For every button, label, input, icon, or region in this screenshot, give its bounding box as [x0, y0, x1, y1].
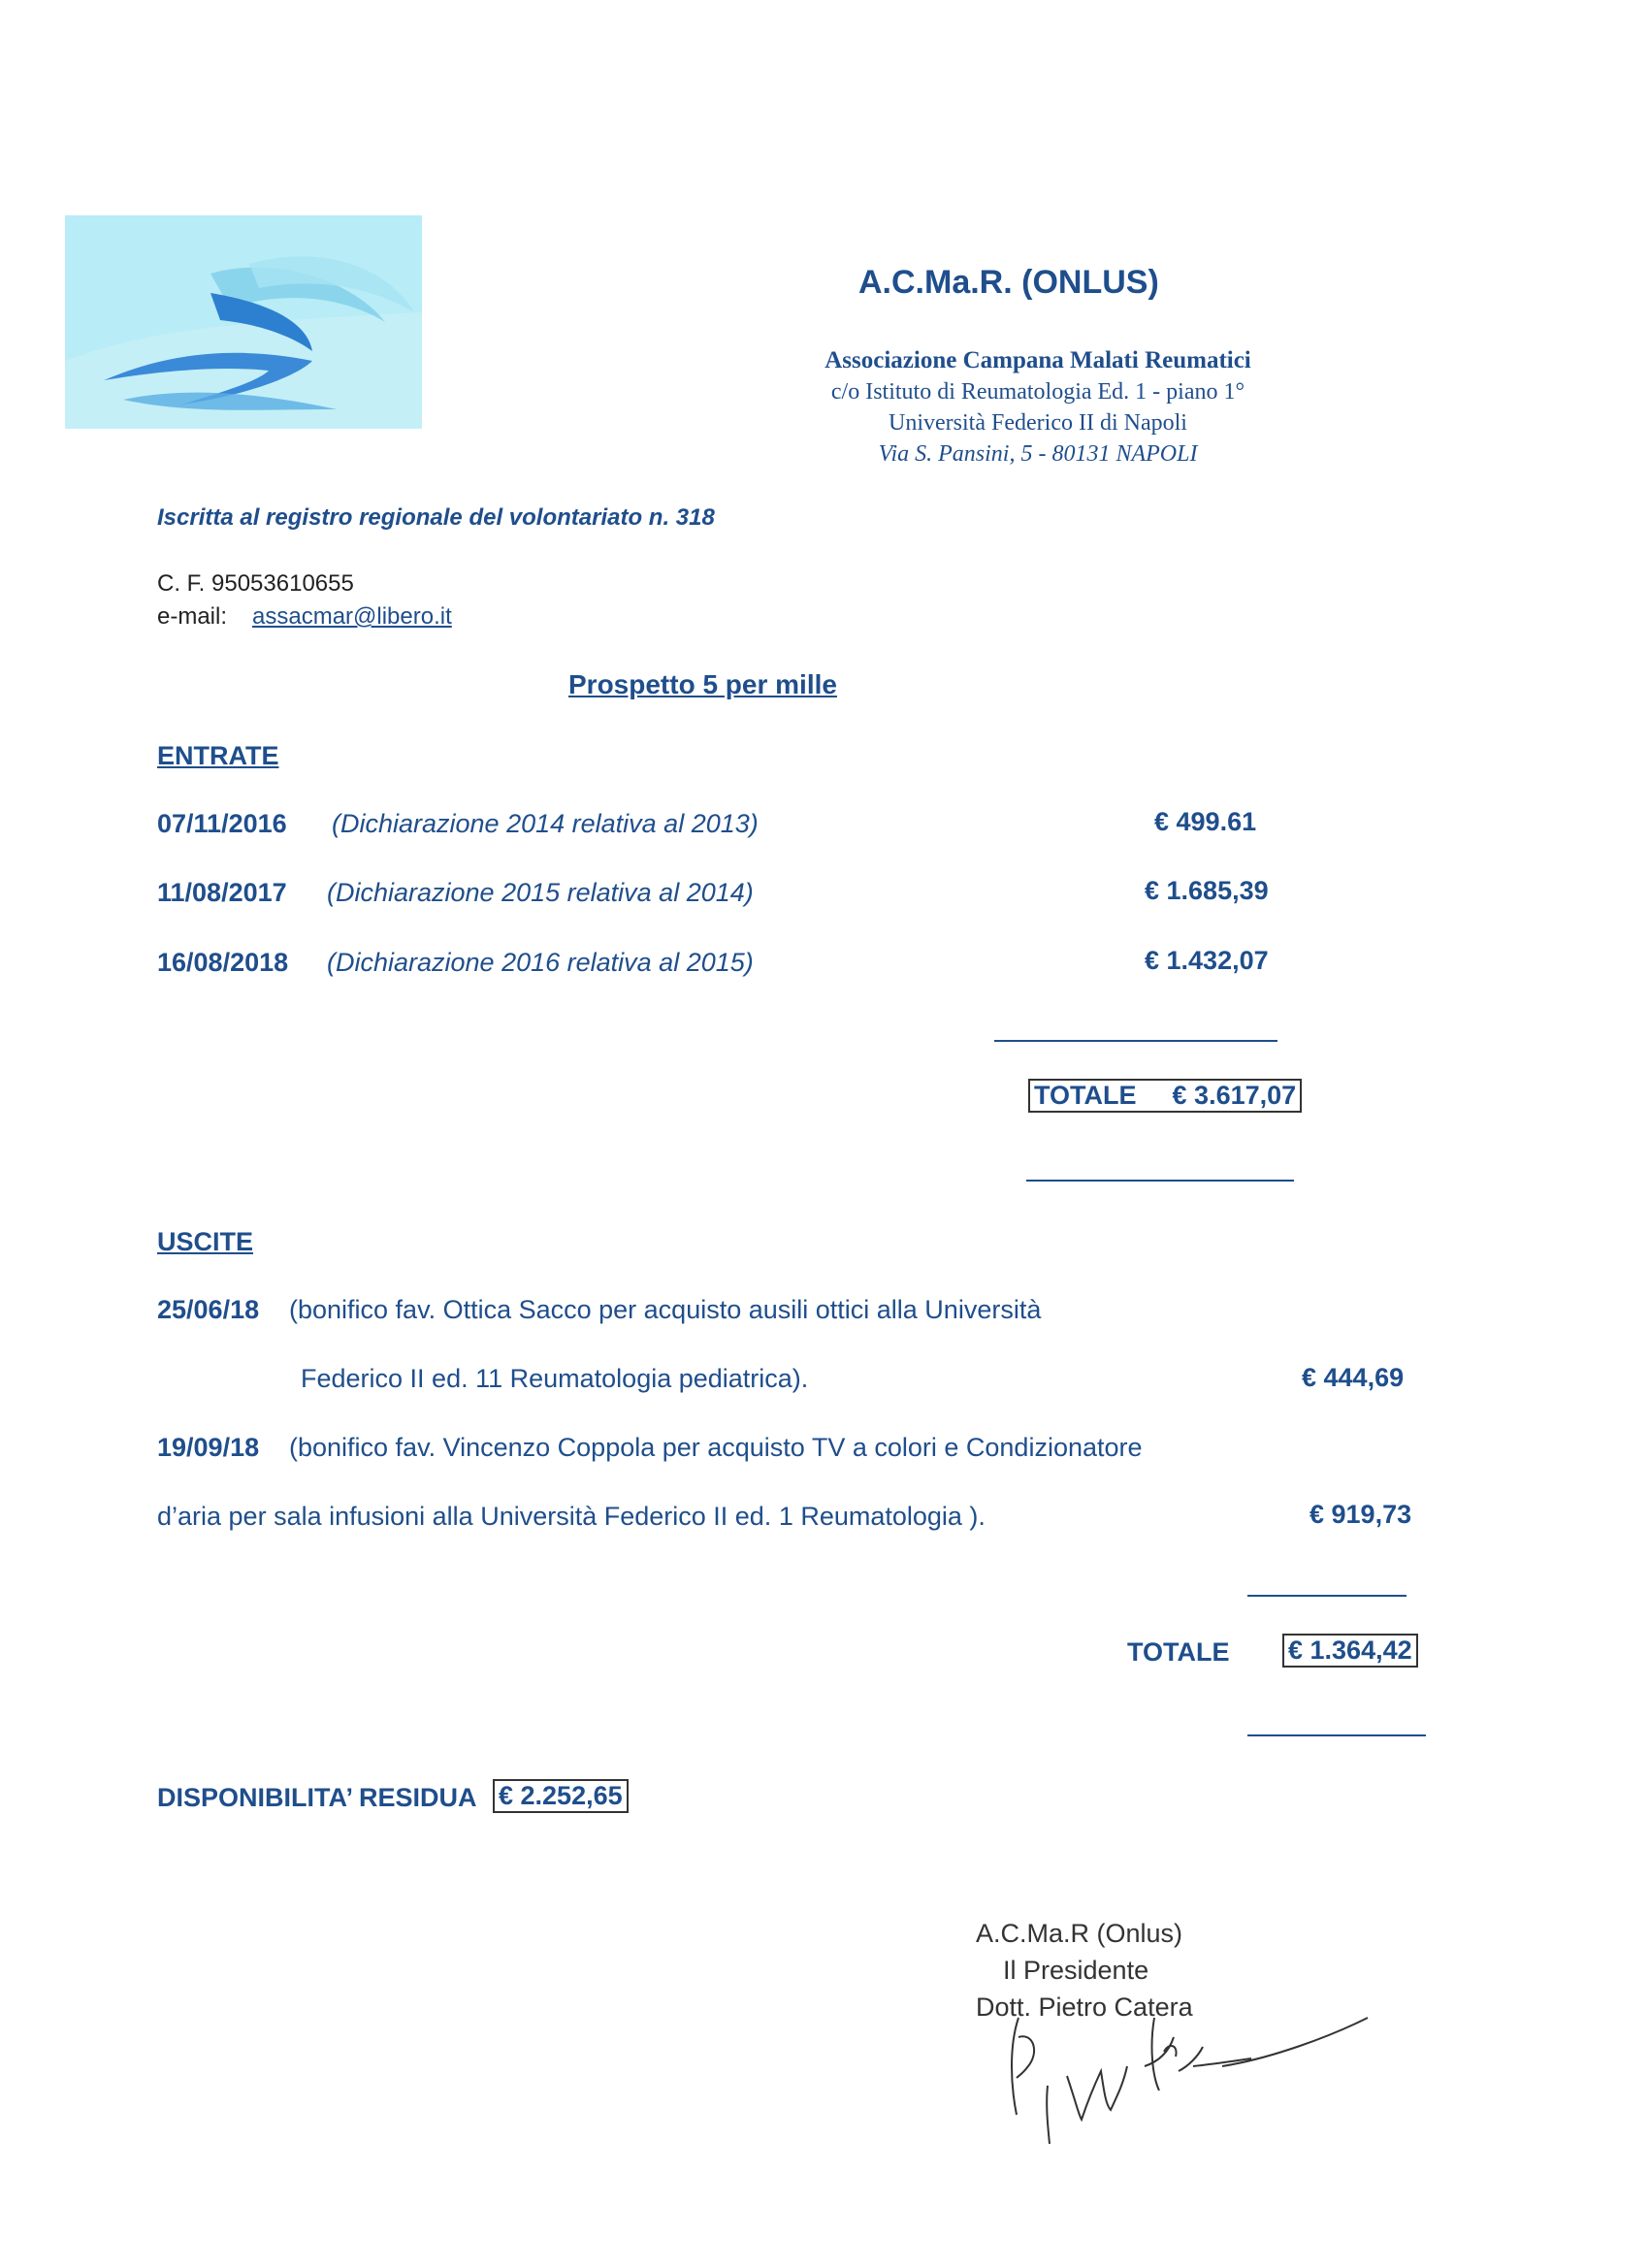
expense-item-date: 19/09/18	[157, 1433, 260, 1462]
income-row-date: 07/11/2016	[157, 809, 287, 838]
income-row-amount: € 1.432,07	[1145, 946, 1269, 975]
signature-role: Il Presidente	[1003, 1956, 1149, 1985]
income-heading: ENTRATE	[157, 741, 279, 770]
expense-total-value: € 1.364,42	[1288, 1636, 1412, 1665]
expense-underline	[1247, 1734, 1426, 1736]
income-total-label: TOTALE	[1034, 1081, 1137, 1110]
email-link[interactable]: assacmar@libero.it	[252, 603, 452, 630]
association-logo	[65, 215, 422, 429]
address-line-1: c/o Istituto di Reumatologia Ed. 1 - piano 1°	[830, 379, 1245, 405]
expense-sum-line	[1247, 1595, 1406, 1597]
address-line-2: Università Federico II di Napoli	[889, 410, 1187, 436]
residual-label: DISPONIBILITA’ RESIDUA	[157, 1783, 477, 1812]
document-title: Prospetto 5 per mille	[568, 669, 837, 699]
organization-address-block	[766, 345, 1310, 470]
signature-name: Dott. Pietro Catera	[976, 1993, 1193, 2022]
expense-item-desc: (bonifico fav. Ottica Sacco per acquisto ausili ottici alla Università	[289, 1295, 1042, 1324]
organization-title: A.C.Ma.R. (ONLUS)	[858, 264, 1159, 301]
income-row-date: 11/08/2017	[157, 878, 287, 907]
expense-item-date: 25/06/18	[157, 1295, 260, 1324]
residual-box	[493, 1779, 629, 1813]
email-label: e-mail:	[157, 603, 228, 630]
income-row-desc: (Dichiarazione 2016 relativa al 2015)	[327, 948, 754, 977]
expense-total-box	[1282, 1634, 1418, 1668]
expense-item-amount: € 444,69	[1302, 1363, 1405, 1392]
signature-org: A.C.Ma.R (Onlus)	[976, 1919, 1183, 1948]
expense-total-label: TOTALE	[1127, 1637, 1230, 1667]
income-row-desc: (Dichiarazione 2014 relativa al 2013)	[332, 809, 759, 838]
income-row-amount: € 1.685,39	[1145, 876, 1269, 905]
income-sum-line	[994, 1040, 1277, 1042]
handwritten-signature	[989, 1998, 1377, 2163]
registry-note: Iscritta al registro regionale del volontariato n. 318	[157, 504, 715, 531]
expense-item-desc-cont: d’aria per sala infusioni alla Università Federico II ed. 1 Reumatologia ).	[157, 1502, 986, 1531]
expense-item-desc-cont: Federico II ed. 11 Reumatologia pediatrica).	[301, 1364, 809, 1393]
expense-heading: USCITE	[157, 1227, 254, 1256]
income-row-desc: (Dichiarazione 2015 relativa al 2014)	[327, 878, 754, 907]
income-underline	[1026, 1180, 1294, 1182]
income-total-value: € 3.617,07	[1172, 1081, 1297, 1110]
residual-value: € 2.252,65	[499, 1781, 623, 1810]
address-line-3: Via S. Pansini, 5 - 80131 NAPOLI	[878, 441, 1198, 467]
income-total-box	[1028, 1079, 1302, 1113]
expense-item-amount: € 919,73	[1310, 1500, 1412, 1529]
expense-item-desc: (bonifico fav. Vincenzo Coppola per acquisto TV a colori e Condizionatore	[289, 1433, 1143, 1462]
tax-code: C. F. 95053610655	[157, 570, 354, 597]
income-row-date: 16/08/2018	[157, 948, 289, 977]
income-row-amount: € 499.61	[1154, 807, 1257, 836]
organization-name: Associazione Campana Malati Reumatici	[824, 347, 1251, 373]
